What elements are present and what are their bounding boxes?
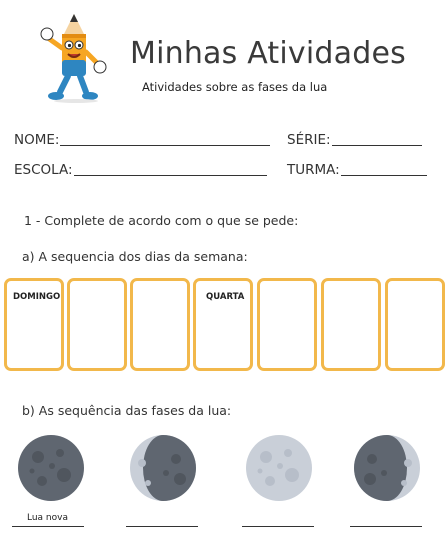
moon-answer-line-3[interactable]	[242, 526, 314, 527]
moon-answer-line-2[interactable]	[126, 526, 198, 527]
day-box-1[interactable]	[4, 278, 64, 371]
turma-field[interactable]	[287, 162, 427, 178]
serie-field[interactable]	[287, 132, 422, 148]
page-subtitle: Atividades sobre as fases da lua	[142, 80, 328, 94]
turma-line[interactable]	[341, 174, 427, 176]
day-box-3[interactable]	[130, 278, 190, 371]
day-box-7[interactable]	[385, 278, 445, 371]
instruction-part-a: a) A sequencia dos dias da semana:	[22, 249, 248, 264]
day-box-5[interactable]	[257, 278, 317, 371]
pencil-mascot-icon	[38, 12, 110, 104]
moon-waning-icon	[352, 433, 422, 503]
nome-field[interactable]	[14, 132, 270, 148]
day-box-4[interactable]	[193, 278, 253, 371]
nome-line[interactable]	[60, 144, 270, 146]
escola-label: ESCOLA:	[14, 162, 73, 178]
serie-label: SÉRIE:	[287, 132, 331, 148]
moon-waxing-icon	[128, 433, 198, 503]
moon-full-icon	[16, 433, 86, 503]
turma-label: TURMA:	[287, 162, 340, 178]
day-box-2[interactable]	[67, 278, 127, 371]
day-box-6[interactable]	[321, 278, 381, 371]
moon-light-icon	[244, 433, 314, 503]
serie-line[interactable]	[332, 144, 422, 146]
page-title: Minhas Atividades	[130, 36, 406, 71]
moon-caption-1: Lua nova	[27, 513, 68, 523]
day-label: QUARTA	[206, 292, 245, 302]
day-label: DOMINGO	[13, 292, 61, 302]
moon-answer-line-4[interactable]	[350, 526, 422, 527]
moon-answer-line-1[interactable]	[12, 526, 84, 527]
instruction-main: 1 - Complete de acordo com o que se pede:	[24, 213, 299, 228]
escola-field[interactable]	[14, 162, 267, 178]
nome-label: NOME:	[14, 132, 60, 148]
escola-line[interactable]	[74, 174, 267, 176]
instruction-part-b: b) As sequência das fases da lua:	[22, 403, 232, 418]
